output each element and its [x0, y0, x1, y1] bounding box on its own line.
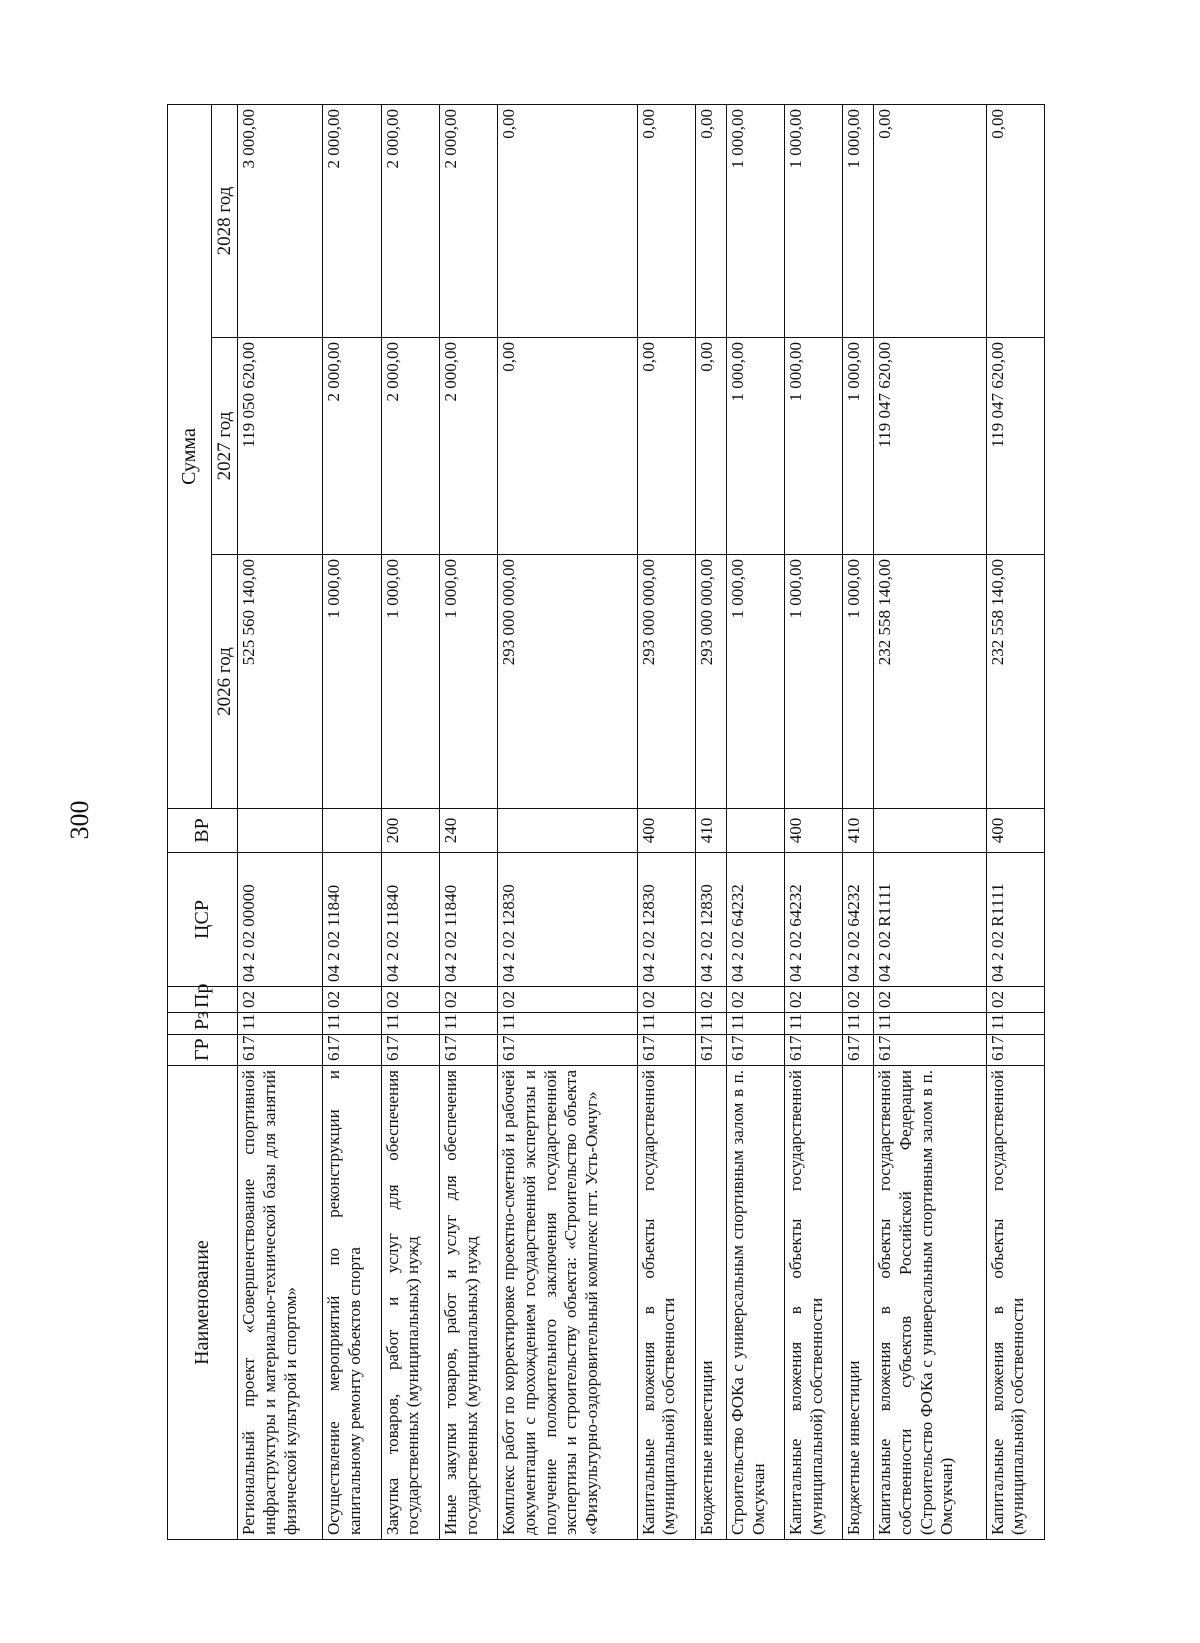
cell-amount-2026: 1 000,00 — [381, 555, 439, 809]
cell-pr: 02 — [498, 987, 638, 1013]
cell-pr: 02 — [238, 987, 323, 1013]
cell-pr: 02 — [439, 987, 497, 1013]
cell-gr: 617 — [874, 1035, 986, 1066]
header-csr: ЦСР — [168, 853, 238, 987]
header-rz: Рз — [168, 1013, 238, 1035]
cell-csr: 04 2 02 12830 — [498, 853, 638, 987]
cell-csr: 04 2 02 11840 — [323, 853, 381, 987]
cell-gr: 617 — [986, 1035, 1044, 1066]
cell-vr — [498, 809, 638, 853]
cell-amount-2027: 2 000,00 — [323, 338, 381, 555]
cell-amount-2026: 1 000,00 — [726, 555, 784, 809]
cell-pr: 02 — [843, 987, 874, 1013]
cell-gr: 617 — [323, 1035, 381, 1066]
cell-name: Бюджетные инвестиции — [843, 1066, 874, 1540]
cell-amount-2027: 119 047 620,00 — [874, 338, 986, 555]
cell-amount-2026: 1 000,00 — [785, 555, 843, 809]
header-pr: Пр — [168, 987, 238, 1013]
table-row — [874, 104, 986, 1539]
cell-rz: 11 — [381, 1013, 439, 1035]
cell-amount-2028: 0,00 — [498, 104, 638, 337]
cell-pr: 02 — [986, 987, 1044, 1013]
header-sum: Сумма — [168, 104, 212, 808]
cell-rz: 11 — [439, 1013, 497, 1035]
cell-pr: 02 — [637, 987, 695, 1013]
cell-rz: 11 — [498, 1013, 638, 1035]
cell-rz: 11 — [726, 1013, 784, 1035]
budget-table-rotated — [167, 105, 1045, 1540]
cell-amount-2026: 293 000 000,00 — [498, 555, 638, 809]
cell-amount-2026: 293 000 000,00 — [637, 555, 695, 809]
cell-amount-2028: 0,00 — [986, 104, 1044, 337]
cell-name: Комплекс работ по корректировке проектно-сметной и рабочей документации с прохождением государственной экспертизы и получение положительного заключения государственной экспертизы и строительству объекта: «Строительство объекта «Физкультурно-оздоровительный комплекс пгт. Усть-Омчуг» — [498, 1066, 638, 1540]
table-row — [785, 104, 843, 1539]
cell-amount-2027: 0,00 — [695, 338, 726, 555]
cell-name: Осуществление мероприятий по реконструкции и капитальному ремонту объектов спорта — [323, 1066, 381, 1540]
cell-csr: 04 2 02 64232 — [785, 853, 843, 987]
cell-amount-2028: 2 000,00 — [381, 104, 439, 337]
cell-pr: 02 — [381, 987, 439, 1013]
cell-csr: 04 2 02 11840 — [381, 853, 439, 987]
cell-amount-2026: 232 558 140,00 — [874, 555, 986, 809]
cell-gr: 617 — [238, 1035, 323, 1066]
cell-vr — [874, 809, 986, 853]
cell-amount-2028: 2 000,00 — [323, 104, 381, 337]
cell-csr: 04 2 02 11840 — [439, 853, 497, 987]
cell-rz: 11 — [695, 1013, 726, 1035]
cell-rz: 11 — [843, 1013, 874, 1035]
cell-name: Региональный проект «Совершенствование спортивной инфраструктуры и материально-технической базы для занятий физической культурой и спортом» — [238, 1066, 323, 1540]
budget-table — [167, 104, 1045, 1540]
header-vr: ВР — [168, 809, 238, 853]
cell-csr: 04 2 02 64232 — [726, 853, 784, 987]
header-2026: 2026 год — [212, 555, 238, 809]
cell-pr: 02 — [785, 987, 843, 1013]
cell-amount-2026: 232 558 140,00 — [986, 555, 1044, 809]
cell-name: Иные закупки товаров, работ и услуг для обеспечения государственных (муниципальных) нужд — [439, 1066, 497, 1540]
cell-rz: 11 — [637, 1013, 695, 1035]
table-row — [843, 104, 874, 1539]
table-row — [637, 104, 695, 1539]
cell-vr: 240 — [439, 809, 497, 853]
cell-amount-2027: 0,00 — [498, 338, 638, 555]
cell-rz: 11 — [986, 1013, 1044, 1035]
cell-pr: 02 — [726, 987, 784, 1013]
cell-rz: 11 — [323, 1013, 381, 1035]
cell-amount-2028: 3 000,00 — [238, 104, 323, 337]
cell-gr: 617 — [498, 1035, 638, 1066]
cell-pr: 02 — [874, 987, 986, 1013]
header-row — [168, 104, 212, 1539]
cell-pr: 02 — [323, 987, 381, 1013]
cell-vr — [726, 809, 784, 853]
cell-pr: 02 — [695, 987, 726, 1013]
cell-amount-2026: 1 000,00 — [843, 555, 874, 809]
cell-rz: 11 — [874, 1013, 986, 1035]
cell-csr: 04 2 02 00000 — [238, 853, 323, 987]
header-name: Наименование — [168, 1066, 238, 1540]
cell-gr: 617 — [637, 1035, 695, 1066]
cell-amount-2028: 1 000,00 — [843, 104, 874, 337]
table-row — [498, 104, 638, 1539]
cell-gr: 617 — [439, 1035, 497, 1066]
table-row — [986, 104, 1044, 1539]
cell-name: Капитальные вложения в объекты государственной (муниципальной) собственности — [986, 1066, 1044, 1540]
cell-gr: 617 — [726, 1035, 784, 1066]
cell-csr: 04 2 02 64232 — [843, 853, 874, 987]
cell-amount-2027: 2 000,00 — [381, 338, 439, 555]
cell-amount-2028: 0,00 — [874, 104, 986, 337]
cell-amount-2026: 1 000,00 — [323, 555, 381, 809]
cell-amount-2028: 1 000,00 — [785, 104, 843, 337]
cell-gr: 617 — [381, 1035, 439, 1066]
cell-amount-2027: 0,00 — [637, 338, 695, 555]
table-row — [238, 104, 323, 1539]
table-row — [439, 104, 497, 1539]
cell-vr: 400 — [785, 809, 843, 853]
cell-gr: 617 — [785, 1035, 843, 1066]
cell-gr: 617 — [843, 1035, 874, 1066]
header-2027: 2027 год — [212, 338, 238, 555]
cell-name: Строительство ФОКа с универсальным спортивным залом в п. Омсукчан — [726, 1066, 784, 1540]
cell-rz: 11 — [785, 1013, 843, 1035]
cell-name: Капитальные вложения в объекты государственной собственности субъектов Российской Федерации (Строительство ФОКа с универсальным спортивным залом в п. Омсукчан) — [874, 1066, 986, 1540]
cell-amount-2028: 0,00 — [695, 104, 726, 337]
cell-vr: 400 — [986, 809, 1044, 853]
cell-vr: 200 — [381, 809, 439, 853]
cell-vr — [323, 809, 381, 853]
cell-gr: 617 — [695, 1035, 726, 1066]
cell-amount-2027: 1 000,00 — [726, 338, 784, 555]
header-gr: ГР — [168, 1035, 238, 1066]
cell-rz: 11 — [238, 1013, 323, 1035]
cell-vr — [238, 809, 323, 853]
cell-amount-2027: 119 050 620,00 — [238, 338, 323, 555]
cell-amount-2028: 0,00 — [637, 104, 695, 337]
cell-amount-2026: 1 000,00 — [439, 555, 497, 809]
cell-amount-2028: 2 000,00 — [439, 104, 497, 337]
cell-vr: 400 — [637, 809, 695, 853]
cell-csr: 04 2 02 R1111 — [986, 853, 1044, 987]
cell-csr: 04 2 02 R1111 — [874, 853, 986, 987]
cell-amount-2027: 1 000,00 — [843, 338, 874, 555]
cell-name: Капитальные вложения в объекты государственной (муниципальной) собственности — [637, 1066, 695, 1540]
cell-amount-2027: 2 000,00 — [439, 338, 497, 555]
cell-csr: 04 2 02 12830 — [637, 853, 695, 987]
table-row — [381, 104, 439, 1539]
cell-name: Капитальные вложения в объекты государственной (муниципальной) собственности — [785, 1066, 843, 1540]
page-number: 300 — [65, 800, 94, 840]
cell-vr: 410 — [695, 809, 726, 853]
cell-name: Закупка товаров, работ и услуг для обеспечения государственных (муниципальных) нужд — [381, 1066, 439, 1540]
cell-amount-2027: 1 000,00 — [785, 338, 843, 555]
cell-amount-2027: 119 047 620,00 — [986, 338, 1044, 555]
cell-amount-2028: 1 000,00 — [726, 104, 784, 337]
header-2028: 2028 год — [212, 104, 238, 337]
table-row — [323, 104, 381, 1539]
table-row — [726, 104, 784, 1539]
cell-csr: 04 2 02 12830 — [695, 853, 726, 987]
cell-amount-2026: 293 000 000,00 — [695, 555, 726, 809]
cell-vr: 410 — [843, 809, 874, 853]
table-row — [695, 104, 726, 1539]
cell-name: Бюджетные инвестиции — [695, 1066, 726, 1540]
cell-amount-2026: 525 560 140,00 — [238, 555, 323, 809]
